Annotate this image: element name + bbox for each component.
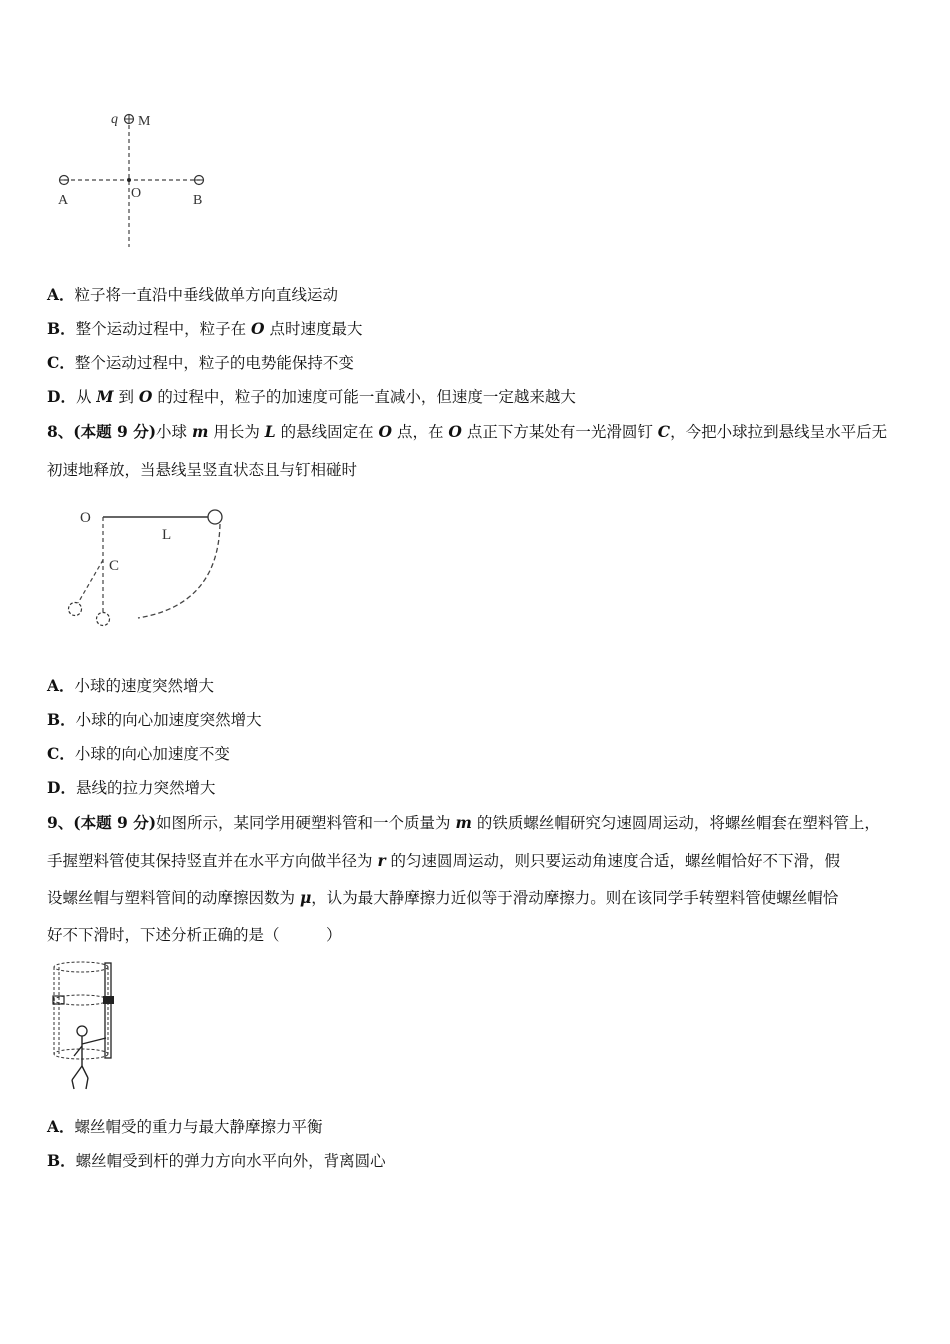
q9-stem-line3: 设螺丝帽与塑料管间的动摩擦因数为 μ，认为最大静摩擦力近似等于滑动摩擦力。则在该同学手转塑料管使螺丝帽恰: [47, 888, 839, 907]
fig2-c-label: C: [109, 558, 120, 574]
figure-rotating-tube: [48, 958, 123, 1098]
fig2-o-label: O: [80, 510, 91, 526]
q8-stem-line1: 8、(本题 9 分)小球 m 用长为 L 的悬线固定在 O 点，在 O 点正下方某处有一光滑圆钉 C，今把小球拉到悬线呈水平后无: [47, 422, 888, 441]
q8-option-a: A．小球的速度突然增大: [47, 676, 215, 695]
q7-option-a: A．粒子将一直沿中垂线做单方向直线运动: [47, 285, 339, 304]
fig1-q-label: q: [111, 112, 118, 127]
fig2-l-label: L: [162, 527, 172, 543]
figure-pendulum: [60, 500, 240, 635]
q9-option-a: A．螺丝帽受的重力与最大静摩擦力平衡: [47, 1117, 323, 1136]
q8-option-d: D．悬线的拉力突然增大: [47, 778, 216, 797]
q9-stem-line4: 好不下滑时，下述分析正确的是（ ）: [47, 926, 342, 944]
q8-option-b: B．小球的向心加速度突然增大: [47, 710, 262, 729]
q9-stem-line1: 9、(本题 9 分)如图所示，某同学用硬塑料管和一个质量为 m 的铁质螺丝帽研究匀速圆周运动，将螺丝帽套在塑料管上，: [47, 813, 880, 832]
q8-stem-line2: 初速地释放，当悬线呈竖直状态且与钉相碰时: [47, 461, 358, 479]
fig1-b-label: B: [193, 193, 203, 208]
q9-stem-line2: 手握塑料管使其保持竖直并在水平方向做半径为 r 的匀速圆周运动，则只要运动角速度合适，螺丝帽恰好不下滑，假: [47, 851, 841, 870]
q7-option-d: D．从 M 到 O 的过程中，粒子的加速度可能一直减小，但速度一定越来越大: [47, 387, 576, 406]
q7-option-b: B．整个运动过程中，粒子在 O 点时速度最大: [47, 319, 363, 338]
fig1-a-label: A: [58, 193, 69, 208]
figure-charges: [50, 105, 220, 250]
fig1-o-label: O: [131, 186, 142, 201]
q9-option-b: B．螺丝帽受到杆的弹力方向水平向外，背离圆心: [47, 1151, 386, 1170]
fig1-m-label: M: [138, 114, 151, 129]
q7-option-c: C．整个运动过程中，粒子的电势能保持不变: [47, 353, 354, 372]
q8-option-c: C．小球的向心加速度不变: [47, 744, 230, 763]
